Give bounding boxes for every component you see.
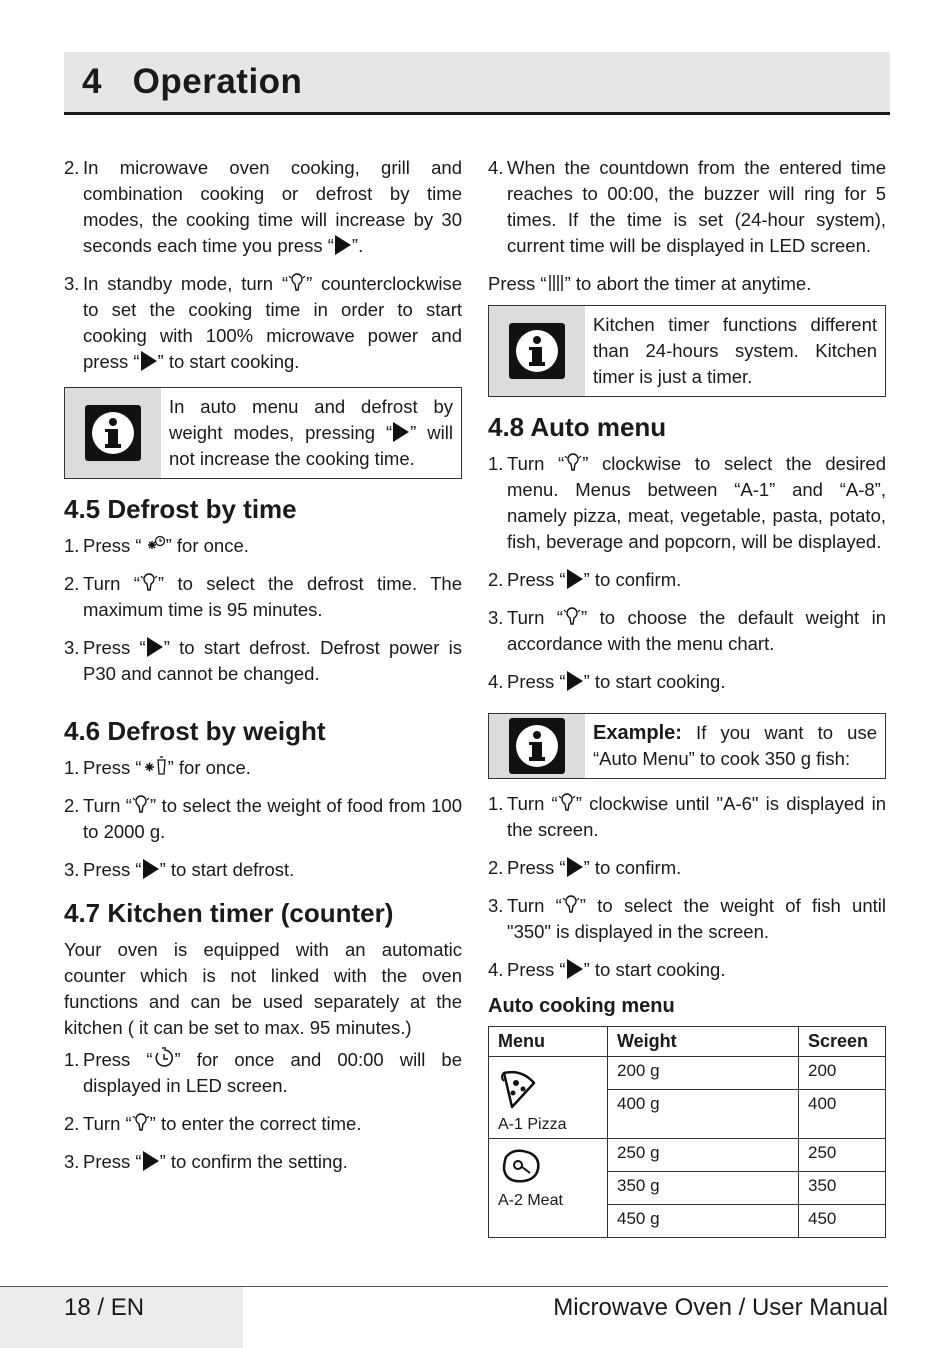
info-icon bbox=[89, 409, 137, 457]
section-title: 4.8 Auto menu bbox=[488, 412, 667, 442]
play-icon bbox=[147, 637, 163, 657]
list-item: 3. In standby mode, turn “ ” counterclockwise to set the cooking time in order to start cooking with 100% microwave power and press “ ” to start cooking. bbox=[64, 273, 462, 372]
info-note: Kitchen timer functions different than 24-hours system. Kitchen timer is just a timer. bbox=[488, 305, 886, 397]
list-item: 3. Press “ ” to confirm the setting. bbox=[64, 1151, 348, 1172]
section-title: 4.6 Defrost by weight bbox=[64, 716, 326, 746]
info-note: In auto menu and defrost by weight modes, pressing “ ” will not increase the cooking time. bbox=[64, 387, 462, 479]
list-item: 2. Turn “ ” to enter the correct time. bbox=[64, 1113, 362, 1134]
pause-icon bbox=[547, 273, 565, 293]
play-icon bbox=[393, 422, 409, 442]
list-item: 1. Press “ ” for once. bbox=[64, 535, 249, 556]
list-item: 4. Press “ ” to start cooking. bbox=[488, 959, 726, 980]
intro-steps bbox=[64, 155, 462, 375]
list-item: 3. Turn “ ” to choose the default weight in accordance with the menu chart. bbox=[488, 607, 886, 654]
play-icon bbox=[567, 569, 583, 589]
list-item: 3. Press “ ” to start defrost. bbox=[64, 859, 295, 880]
play-icon bbox=[567, 857, 583, 877]
section-title: 4.7 Kitchen timer (counter) bbox=[64, 898, 394, 928]
knob-icon bbox=[562, 895, 580, 915]
abort-text: Press “ ” to abort the timer at anytime. bbox=[488, 273, 812, 294]
menu-cell-meat: A-2 Meat bbox=[489, 1139, 608, 1238]
knob-icon bbox=[140, 573, 158, 593]
table-header: Menu bbox=[489, 1027, 608, 1057]
example-note: Example: If you want to use “Auto Menu” to cook 350 g fish: bbox=[488, 713, 886, 779]
list-item: 2. Turn “ ” to select the defrost time. The maximum time is 95 minutes. bbox=[64, 573, 463, 620]
knob-icon bbox=[558, 793, 576, 813]
list-item: 2. Press “ ” to confirm. bbox=[488, 569, 682, 590]
defrost-time-icon bbox=[142, 535, 166, 555]
section-title: 4.5 Defrost by time bbox=[64, 494, 297, 524]
example-steps bbox=[488, 791, 886, 983]
list-item: 1. Turn “ ” clockwise until "A-6" is displayed in the screen. bbox=[488, 793, 886, 840]
timer-intro: Your oven is equipped with an automatic counter which is not linked with the oven functions and can be used separately at the kitchen ( it can be set to max. 95 minutes.) bbox=[64, 939, 462, 1038]
defrost-time-steps bbox=[64, 533, 462, 687]
list-item: 2. In microwave oven cooking, grill and combination cooking or defrost by time modes, the cooking time will increase by 30 seconds each time you press “ ”. bbox=[64, 157, 462, 256]
knob-icon bbox=[564, 453, 582, 473]
table-row: 450 g 450 bbox=[489, 1205, 886, 1238]
knob-icon bbox=[563, 607, 581, 627]
table-row: A-1 Pizza 200 g 200 bbox=[489, 1057, 886, 1090]
timer-steps-continued bbox=[488, 155, 886, 259]
page-number: 18 / EN bbox=[64, 1294, 145, 1321]
defrost-weight-icon bbox=[142, 755, 168, 777]
play-icon bbox=[567, 959, 583, 979]
meat-icon bbox=[498, 1147, 544, 1187]
list-item: 1. Turn “ ” clockwise to select the desired menu. Menus between “A-1” and “A-8”, namely pizza, meat, vegetable, pasta, potato, fish, beverage and popcorn, will be displayed. bbox=[488, 453, 886, 552]
list-item: 3. Turn “ ” to select the weight of fish until "350" is displayed in the screen. bbox=[488, 895, 886, 942]
play-icon bbox=[143, 1151, 159, 1171]
auto-cooking-table bbox=[488, 1026, 886, 1238]
knob-icon bbox=[132, 795, 150, 815]
play-icon bbox=[143, 859, 159, 879]
info-icon bbox=[513, 722, 561, 770]
play-icon bbox=[335, 235, 351, 255]
chapter-title: 4 Operation bbox=[82, 62, 303, 101]
auto-menu-steps bbox=[488, 451, 886, 695]
table-row: 400 g 400 bbox=[489, 1090, 886, 1139]
menu-cell-pizza: A-1 Pizza bbox=[489, 1057, 608, 1139]
list-item: 1. Press “ ” for once and 00:00 will be displayed in LED screen. bbox=[64, 1049, 463, 1096]
list-item: 2. Press “ ” to confirm. bbox=[488, 857, 682, 878]
list-item: 1. Press “ ” for once. bbox=[64, 757, 251, 778]
pizza-icon bbox=[498, 1067, 538, 1111]
timer-steps bbox=[64, 1047, 462, 1175]
table-row: 350 g 350 bbox=[489, 1172, 886, 1205]
table-header: Weight bbox=[608, 1027, 799, 1057]
defrost-weight-steps bbox=[64, 755, 462, 883]
right-column bbox=[488, 155, 886, 1238]
table-header: Screen bbox=[799, 1027, 886, 1057]
play-icon bbox=[567, 671, 583, 691]
info-icon bbox=[513, 327, 561, 375]
list-item: 2. Turn “ ” to select the weight of food from 100 to 2000 g. bbox=[64, 795, 462, 842]
left-column bbox=[64, 155, 462, 1187]
list-item: 4. Press “ ” to start cooking. bbox=[488, 671, 726, 692]
manual-title: Microwave Oven / User Manual bbox=[553, 1294, 888, 1321]
knob-icon bbox=[132, 1113, 150, 1133]
play-icon bbox=[141, 351, 157, 371]
table-title: Auto cooking menu bbox=[488, 995, 675, 1017]
timer-icon bbox=[153, 1047, 175, 1069]
list-item: 3. Press “ ” to start defrost. Defrost power is P30 and cannot be changed. bbox=[64, 637, 463, 684]
list-item: 4. When the countdown from the entered time reaches to 00:00, the buzzer will ring for 5 times. If the time is set (24-hour system), current time will be displayed in LED screen. bbox=[488, 157, 886, 256]
knob-icon bbox=[288, 273, 306, 293]
table-row: A-2 Meat 250 g 250 bbox=[489, 1139, 886, 1172]
